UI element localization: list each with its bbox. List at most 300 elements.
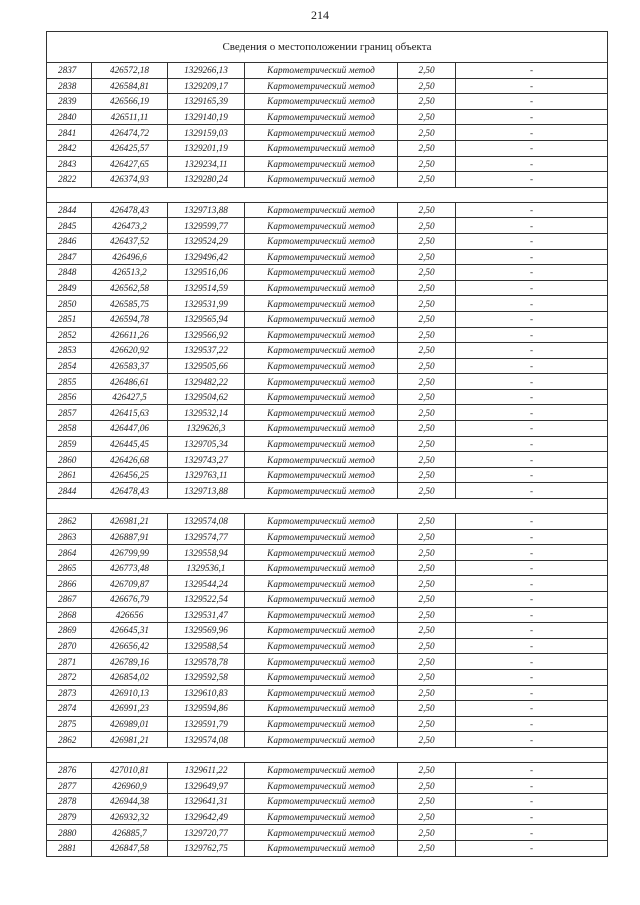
accuracy-cell: 2,50 — [398, 529, 456, 545]
description-cell: - — [456, 716, 608, 732]
y-coordinate-cell: 1329762,75 — [168, 840, 245, 856]
table-row — [47, 436, 608, 452]
x-coordinate-cell: 426562,58 — [92, 280, 168, 296]
table-row — [47, 280, 608, 296]
method-cell: Картометрический метод — [245, 529, 398, 545]
point-number-cell: 2881 — [47, 840, 92, 856]
separator-cell — [47, 499, 608, 514]
y-coordinate-cell: 1329165,39 — [168, 94, 245, 110]
x-coordinate-cell: 426981,21 — [92, 732, 168, 748]
x-coordinate-cell: 426572,18 — [92, 63, 168, 79]
table-row — [47, 63, 608, 79]
y-coordinate-cell: 1329574,77 — [168, 529, 245, 545]
y-coordinate-cell: 1329516,06 — [168, 265, 245, 281]
point-number-cell: 2862 — [47, 514, 92, 530]
y-coordinate-cell: 1329524,29 — [168, 233, 245, 249]
point-number-cell: 2878 — [47, 794, 92, 810]
point-number-cell: 2848 — [47, 265, 92, 281]
point-number-cell: 2837 — [47, 63, 92, 79]
accuracy-cell: 2,50 — [398, 592, 456, 608]
method-cell: Картометрический метод — [245, 545, 398, 561]
method-cell: Картометрический метод — [245, 778, 398, 794]
description-cell: - — [456, 732, 608, 748]
description-cell: - — [456, 421, 608, 437]
x-coordinate-cell: 426645,31 — [92, 623, 168, 639]
x-coordinate-cell: 426456,25 — [92, 467, 168, 483]
x-coordinate-cell: 426944,38 — [92, 794, 168, 810]
description-cell: - — [456, 249, 608, 265]
x-coordinate-cell: 426676,79 — [92, 592, 168, 608]
point-number-cell: 2822 — [47, 172, 92, 188]
method-cell: Картометрический метод — [245, 405, 398, 421]
point-number-cell: 2851 — [47, 311, 92, 327]
method-cell: Картометрический метод — [245, 140, 398, 156]
table-row — [47, 592, 608, 608]
accuracy-cell: 2,50 — [398, 140, 456, 156]
point-number-cell: 2866 — [47, 576, 92, 592]
accuracy-cell: 2,50 — [398, 202, 456, 218]
description-cell: - — [456, 762, 608, 778]
accuracy-cell: 2,50 — [398, 327, 456, 343]
accuracy-cell: 2,50 — [398, 374, 456, 390]
table-row — [47, 638, 608, 654]
table-row — [47, 701, 608, 717]
description-cell: - — [456, 669, 608, 685]
table-row — [47, 623, 608, 639]
group-separator — [47, 187, 608, 202]
method-cell: Картометрический метод — [245, 452, 398, 468]
method-cell: Картометрический метод — [245, 343, 398, 359]
y-coordinate-cell: 1329611,22 — [168, 762, 245, 778]
accuracy-cell: 2,50 — [398, 638, 456, 654]
description-cell: - — [456, 560, 608, 576]
y-coordinate-cell: 1329574,08 — [168, 732, 245, 748]
y-coordinate-cell: 1329713,88 — [168, 202, 245, 218]
table-row — [47, 669, 608, 685]
accuracy-cell: 2,50 — [398, 576, 456, 592]
point-number-cell: 2859 — [47, 436, 92, 452]
y-coordinate-cell: 1329594,86 — [168, 701, 245, 717]
x-coordinate-cell: 427010,81 — [92, 762, 168, 778]
y-coordinate-cell: 1329504,62 — [168, 389, 245, 405]
method-cell: Картометрический метод — [245, 840, 398, 856]
table-row — [47, 514, 608, 530]
y-coordinate-cell: 1329531,47 — [168, 607, 245, 623]
x-coordinate-cell: 426989,01 — [92, 716, 168, 732]
x-coordinate-cell: 426445,45 — [92, 436, 168, 452]
accuracy-cell: 2,50 — [398, 560, 456, 576]
point-number-cell: 2840 — [47, 109, 92, 125]
point-number-cell: 2879 — [47, 809, 92, 825]
boundary-table — [46, 31, 608, 857]
point-number-cell: 2877 — [47, 778, 92, 794]
accuracy-cell: 2,50 — [398, 343, 456, 359]
description-cell: - — [456, 265, 608, 281]
table-row — [47, 233, 608, 249]
table-row — [47, 109, 608, 125]
x-coordinate-cell: 426427,5 — [92, 389, 168, 405]
accuracy-cell: 2,50 — [398, 389, 456, 405]
x-coordinate-cell: 426960,9 — [92, 778, 168, 794]
y-coordinate-cell: 1329566,92 — [168, 327, 245, 343]
x-coordinate-cell: 426427,65 — [92, 156, 168, 172]
accuracy-cell: 2,50 — [398, 716, 456, 732]
x-coordinate-cell: 426887,91 — [92, 529, 168, 545]
table-row — [47, 125, 608, 141]
accuracy-cell: 2,50 — [398, 545, 456, 561]
point-number-cell: 2871 — [47, 654, 92, 670]
description-cell: - — [456, 140, 608, 156]
accuracy-cell: 2,50 — [398, 156, 456, 172]
description-cell: - — [456, 374, 608, 390]
accuracy-cell: 2,50 — [398, 762, 456, 778]
method-cell: Картометрический метод — [245, 374, 398, 390]
accuracy-cell: 2,50 — [398, 63, 456, 79]
table-body — [47, 32, 608, 857]
accuracy-cell: 2,50 — [398, 109, 456, 125]
y-coordinate-cell: 1329565,94 — [168, 311, 245, 327]
method-cell: Картометрический метод — [245, 607, 398, 623]
accuracy-cell: 2,50 — [398, 607, 456, 623]
point-number-cell: 2847 — [47, 249, 92, 265]
point-number-cell: 2876 — [47, 762, 92, 778]
point-number-cell: 2874 — [47, 701, 92, 717]
y-coordinate-cell: 1329505,66 — [168, 358, 245, 374]
table-row — [47, 374, 608, 390]
method-cell: Картометрический метод — [245, 716, 398, 732]
description-cell: - — [456, 452, 608, 468]
point-number-cell: 2870 — [47, 638, 92, 654]
x-coordinate-cell: 426709,87 — [92, 576, 168, 592]
method-cell: Картометрический метод — [245, 825, 398, 841]
table-row — [47, 358, 608, 374]
point-number-cell: 2875 — [47, 716, 92, 732]
boundary-table-container — [46, 31, 607, 857]
y-coordinate-cell: 1329140,19 — [168, 109, 245, 125]
x-coordinate-cell: 426656,42 — [92, 638, 168, 654]
method-cell: Картометрический метод — [245, 421, 398, 437]
point-number-cell: 2880 — [47, 825, 92, 841]
table-row — [47, 327, 608, 343]
point-number-cell: 2844 — [47, 202, 92, 218]
x-coordinate-cell: 426473,2 — [92, 218, 168, 234]
separator-cell — [47, 747, 608, 762]
x-coordinate-cell: 426425,57 — [92, 140, 168, 156]
description-cell: - — [456, 405, 608, 421]
y-coordinate-cell: 1329713,88 — [168, 483, 245, 499]
table-title-row — [47, 32, 608, 63]
x-coordinate-cell: 426584,81 — [92, 78, 168, 94]
x-coordinate-cell: 426799,99 — [92, 545, 168, 561]
point-number-cell: 2838 — [47, 78, 92, 94]
description-cell: - — [456, 280, 608, 296]
table-row — [47, 140, 608, 156]
description-cell: - — [456, 840, 608, 856]
x-coordinate-cell: 426486,61 — [92, 374, 168, 390]
description-cell: - — [456, 701, 608, 717]
description-cell: - — [456, 825, 608, 841]
description-cell: - — [456, 172, 608, 188]
description-cell: - — [456, 125, 608, 141]
method-cell: Картометрический метод — [245, 436, 398, 452]
table-row — [47, 405, 608, 421]
description-cell: - — [456, 436, 608, 452]
table-row — [47, 296, 608, 312]
table-row — [47, 78, 608, 94]
accuracy-cell: 2,50 — [398, 421, 456, 437]
table-row — [47, 732, 608, 748]
description-cell: - — [456, 809, 608, 825]
description-cell: - — [456, 545, 608, 561]
point-number-cell: 2868 — [47, 607, 92, 623]
description-cell: - — [456, 389, 608, 405]
table-row — [47, 94, 608, 110]
table-row — [47, 529, 608, 545]
x-coordinate-cell: 426374,93 — [92, 172, 168, 188]
point-number-cell: 2858 — [47, 421, 92, 437]
table-row — [47, 545, 608, 561]
table-row — [47, 421, 608, 437]
y-coordinate-cell: 1329266,13 — [168, 63, 245, 79]
table-row — [47, 311, 608, 327]
method-cell: Картометрический метод — [245, 514, 398, 530]
y-coordinate-cell: 1329544,24 — [168, 576, 245, 592]
y-coordinate-cell: 1329578,78 — [168, 654, 245, 670]
method-cell: Картометрический метод — [245, 94, 398, 110]
point-number-cell: 2863 — [47, 529, 92, 545]
accuracy-cell: 2,50 — [398, 840, 456, 856]
method-cell: Картометрический метод — [245, 762, 398, 778]
method-cell: Картометрический метод — [245, 202, 398, 218]
method-cell: Картометрический метод — [245, 623, 398, 639]
method-cell: Картометрический метод — [245, 654, 398, 670]
table-row — [47, 794, 608, 810]
method-cell: Картометрический метод — [245, 732, 398, 748]
x-coordinate-cell: 426981,21 — [92, 514, 168, 530]
method-cell: Картометрический метод — [245, 311, 398, 327]
method-cell: Картометрический метод — [245, 560, 398, 576]
accuracy-cell: 2,50 — [398, 405, 456, 421]
y-coordinate-cell: 1329209,17 — [168, 78, 245, 94]
table-row — [47, 840, 608, 856]
description-cell: - — [456, 592, 608, 608]
description-cell: - — [456, 794, 608, 810]
x-coordinate-cell: 426656 — [92, 607, 168, 623]
point-number-cell: 2862 — [47, 732, 92, 748]
accuracy-cell: 2,50 — [398, 436, 456, 452]
y-coordinate-cell: 1329536,1 — [168, 560, 245, 576]
y-coordinate-cell: 1329610,83 — [168, 685, 245, 701]
y-coordinate-cell: 1329532,14 — [168, 405, 245, 421]
x-coordinate-cell: 426478,43 — [92, 483, 168, 499]
description-cell: - — [456, 218, 608, 234]
x-coordinate-cell: 426566,19 — [92, 94, 168, 110]
table-row — [47, 809, 608, 825]
point-number-cell: 2842 — [47, 140, 92, 156]
method-cell: Картометрический метод — [245, 669, 398, 685]
accuracy-cell: 2,50 — [398, 654, 456, 670]
description-cell: - — [456, 576, 608, 592]
description-cell: - — [456, 63, 608, 79]
y-coordinate-cell: 1329234,11 — [168, 156, 245, 172]
method-cell: Картометрический метод — [245, 701, 398, 717]
point-number-cell: 2849 — [47, 280, 92, 296]
point-number-cell: 2853 — [47, 343, 92, 359]
description-cell: - — [456, 156, 608, 172]
y-coordinate-cell: 1329743,27 — [168, 452, 245, 468]
x-coordinate-cell: 426991,23 — [92, 701, 168, 717]
accuracy-cell: 2,50 — [398, 685, 456, 701]
page-number: 214 — [311, 8, 329, 22]
y-coordinate-cell: 1329201,19 — [168, 140, 245, 156]
table-title: Сведения о местоположении границ объекта — [47, 32, 608, 63]
method-cell: Картометрический метод — [245, 172, 398, 188]
separator-cell — [47, 187, 608, 202]
table-row — [47, 825, 608, 841]
method-cell: Картометрический метод — [245, 233, 398, 249]
group-separator — [47, 747, 608, 762]
description-cell: - — [456, 358, 608, 374]
description-cell: - — [456, 78, 608, 94]
accuracy-cell: 2,50 — [398, 94, 456, 110]
point-number-cell: 2857 — [47, 405, 92, 421]
accuracy-cell: 2,50 — [398, 311, 456, 327]
y-coordinate-cell: 1329591,79 — [168, 716, 245, 732]
table-row — [47, 389, 608, 405]
accuracy-cell: 2,50 — [398, 452, 456, 468]
accuracy-cell: 2,50 — [398, 249, 456, 265]
description-cell: - — [456, 778, 608, 794]
description-cell: - — [456, 467, 608, 483]
y-coordinate-cell: 1329514,59 — [168, 280, 245, 296]
table-row — [47, 560, 608, 576]
description-cell: - — [456, 685, 608, 701]
y-coordinate-cell: 1329599,77 — [168, 218, 245, 234]
table-row — [47, 467, 608, 483]
description-cell: - — [456, 654, 608, 670]
description-cell: - — [456, 514, 608, 530]
accuracy-cell: 2,50 — [398, 514, 456, 530]
table-row — [47, 716, 608, 732]
x-coordinate-cell: 426885,7 — [92, 825, 168, 841]
x-coordinate-cell: 426847,58 — [92, 840, 168, 856]
description-cell: - — [456, 94, 608, 110]
accuracy-cell: 2,50 — [398, 794, 456, 810]
accuracy-cell: 2,50 — [398, 623, 456, 639]
description-cell: - — [456, 296, 608, 312]
method-cell: Картометрический метод — [245, 327, 398, 343]
point-number-cell: 2852 — [47, 327, 92, 343]
method-cell: Картометрический метод — [245, 638, 398, 654]
accuracy-cell: 2,50 — [398, 358, 456, 374]
x-coordinate-cell: 426447,06 — [92, 421, 168, 437]
x-coordinate-cell: 426583,37 — [92, 358, 168, 374]
description-cell: - — [456, 623, 608, 639]
method-cell: Картометрический метод — [245, 156, 398, 172]
point-number-cell: 2854 — [47, 358, 92, 374]
method-cell: Картометрический метод — [245, 296, 398, 312]
x-coordinate-cell: 426415,63 — [92, 405, 168, 421]
x-coordinate-cell: 426620,92 — [92, 343, 168, 359]
method-cell: Картометрический метод — [245, 358, 398, 374]
point-number-cell: 2861 — [47, 467, 92, 483]
x-coordinate-cell: 426932,32 — [92, 809, 168, 825]
table-row — [47, 156, 608, 172]
point-number-cell: 2841 — [47, 125, 92, 141]
x-coordinate-cell: 426437,52 — [92, 233, 168, 249]
point-number-cell: 2845 — [47, 218, 92, 234]
method-cell: Картометрический метод — [245, 467, 398, 483]
accuracy-cell: 2,50 — [398, 233, 456, 249]
point-number-cell: 2839 — [47, 94, 92, 110]
point-number-cell: 2864 — [47, 545, 92, 561]
y-coordinate-cell: 1329592,58 — [168, 669, 245, 685]
table-row — [47, 483, 608, 499]
point-number-cell: 2846 — [47, 233, 92, 249]
point-number-cell: 2865 — [47, 560, 92, 576]
point-number-cell: 2867 — [47, 592, 92, 608]
method-cell: Картометрический метод — [245, 794, 398, 810]
accuracy-cell: 2,50 — [398, 669, 456, 685]
accuracy-cell: 2,50 — [398, 296, 456, 312]
y-coordinate-cell: 1329569,96 — [168, 623, 245, 639]
y-coordinate-cell: 1329720,77 — [168, 825, 245, 841]
description-cell: - — [456, 343, 608, 359]
table-row — [47, 654, 608, 670]
description-cell: - — [456, 311, 608, 327]
accuracy-cell: 2,50 — [398, 778, 456, 794]
method-cell: Картометрический метод — [245, 63, 398, 79]
description-cell: - — [456, 529, 608, 545]
y-coordinate-cell: 1329642,49 — [168, 809, 245, 825]
description-cell: - — [456, 607, 608, 623]
point-number-cell: 2843 — [47, 156, 92, 172]
y-coordinate-cell: 1329482,22 — [168, 374, 245, 390]
method-cell: Картометрический метод — [245, 685, 398, 701]
point-number-cell: 2872 — [47, 669, 92, 685]
y-coordinate-cell: 1329537,22 — [168, 343, 245, 359]
accuracy-cell: 2,50 — [398, 467, 456, 483]
method-cell: Картометрический метод — [245, 809, 398, 825]
table-row — [47, 343, 608, 359]
point-number-cell: 2869 — [47, 623, 92, 639]
y-coordinate-cell: 1329558,94 — [168, 545, 245, 561]
table-row — [47, 202, 608, 218]
accuracy-cell: 2,50 — [398, 809, 456, 825]
x-coordinate-cell: 426854,02 — [92, 669, 168, 685]
point-number-cell: 2855 — [47, 374, 92, 390]
y-coordinate-cell: 1329705,34 — [168, 436, 245, 452]
table-row — [47, 685, 608, 701]
table-row — [47, 762, 608, 778]
description-cell: - — [456, 638, 608, 654]
point-number-cell: 2850 — [47, 296, 92, 312]
method-cell: Картометрический метод — [245, 249, 398, 265]
y-coordinate-cell: 1329522,54 — [168, 592, 245, 608]
table-row — [47, 452, 608, 468]
table-row — [47, 172, 608, 188]
table-row — [47, 607, 608, 623]
accuracy-cell: 2,50 — [398, 701, 456, 717]
accuracy-cell: 2,50 — [398, 172, 456, 188]
method-cell: Картометрический метод — [245, 576, 398, 592]
description-cell: - — [456, 202, 608, 218]
table-row — [47, 778, 608, 794]
point-number-cell: 2856 — [47, 389, 92, 405]
point-number-cell: 2873 — [47, 685, 92, 701]
x-coordinate-cell: 426585,75 — [92, 296, 168, 312]
accuracy-cell: 2,50 — [398, 825, 456, 841]
